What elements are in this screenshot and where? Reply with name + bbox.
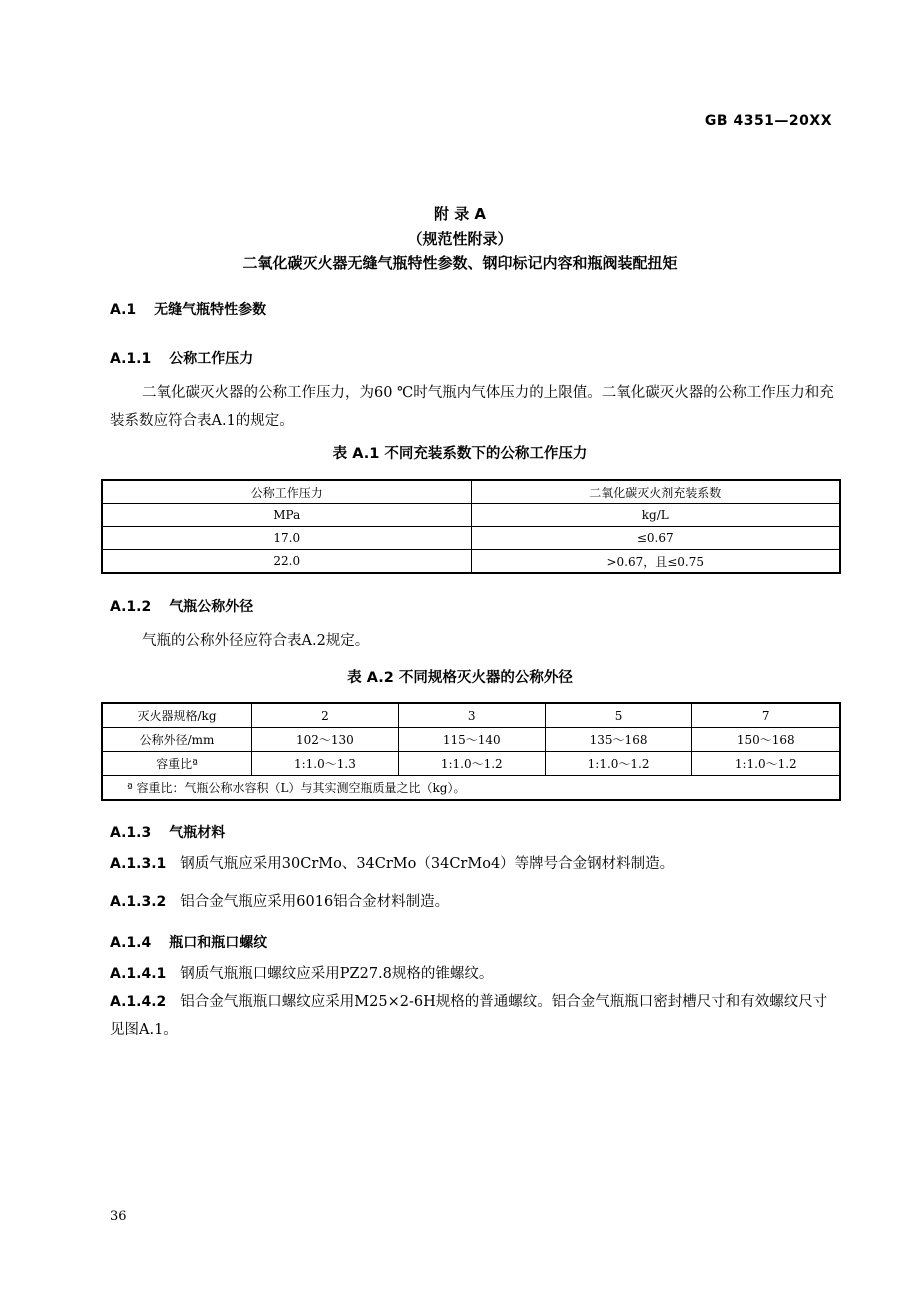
clause-a131 [110, 850, 835, 878]
row-label: 容重比ª [102, 752, 252, 776]
clause-text: 钢质气瓶瓶口螺纹应采用PZ27.8规格的锥螺纹。 [180, 966, 494, 982]
section-a13 [110, 822, 225, 842]
table-row-spec [102, 703, 840, 728]
clause-number: A.1.4.2 [110, 994, 167, 1010]
clause-a142 [110, 988, 835, 1044]
paragraph-a12: 气瓶的公称外径应符合表A.2规定。 [142, 633, 370, 649]
clause-text: 铝合金气瓶瓶口螺纹应采用M25×2-6H规格的普通螺纹。铝合金气瓶瓶口密封槽尺寸和有效螺纹尺寸见图A.1。 [110, 994, 828, 1038]
clause-text: 钢质气瓶应采用30CrMo、34CrMo（34CrMo4）等牌号合金钢材料制造。 [180, 856, 675, 872]
section-a1 [110, 299, 266, 319]
section-title: 气瓶材料 [169, 825, 226, 841]
section-a12 [110, 596, 253, 616]
section-a11 [110, 348, 253, 368]
header-cell: 公称工作压力 [102, 480, 471, 504]
section-title: 瓶口和瓶口螺纹 [169, 935, 268, 951]
table-header-unit-row [102, 504, 840, 527]
table-cell: 5 [545, 703, 692, 728]
clause-number: A.1.3.1 [110, 856, 167, 872]
table-cell: 1:1.0～1.2 [692, 752, 840, 776]
clause-a132 [110, 888, 835, 916]
section-number: A.1.1 [110, 351, 152, 367]
standard-code: GB 4351—20XX [704, 113, 832, 129]
appendix-label: 附 录 A [433, 205, 487, 223]
table-cell: 102～130 [252, 728, 399, 752]
page-number: 36 [110, 1209, 127, 1224]
appendix-title: 二氧化碳灭火器无缝气瓶特性参数、钢印标记内容和瓶阀装配扭矩 [242, 254, 678, 272]
table-cell: 1:1.0～1.3 [252, 752, 399, 776]
table-cell: 135～168 [545, 728, 692, 752]
table2 [101, 702, 841, 801]
coef-cell: ≤0.67 [471, 527, 840, 550]
clause-a141 [110, 960, 835, 988]
section-number: A.1.3 [110, 825, 152, 841]
table1-caption: 表 A.1 不同充装系数下的公称工作压力 [332, 446, 588, 462]
table1 [101, 479, 841, 574]
section-title: 公称工作压力 [169, 351, 254, 367]
table-row [102, 550, 840, 574]
table-cell: 7 [692, 703, 840, 728]
unit-cell: kg/L [471, 504, 840, 527]
unit-cell: MPa [102, 504, 471, 527]
clause-number: A.1.3.2 [110, 894, 167, 910]
pressure-cell: 22.0 [102, 550, 471, 574]
table-cell: 150～168 [692, 728, 840, 752]
table2-caption: 表 A.2 不同规格灭火器的公称外径 [347, 670, 573, 686]
table-cell: 3 [398, 703, 545, 728]
table-row [102, 527, 840, 550]
header-cell: 二氧化碳灭火剂充装系数 [471, 480, 840, 504]
table-note-row [102, 776, 840, 801]
section-title: 无缝气瓶特性参数 [154, 302, 267, 318]
table-cell: 2 [252, 703, 399, 728]
table-cell: 1:1.0～1.2 [545, 752, 692, 776]
pressure-cell: 17.0 [102, 527, 471, 550]
section-number: A.1.4 [110, 935, 152, 951]
table-cell: 115～140 [398, 728, 545, 752]
row-label: 公称外径/mm [102, 728, 252, 752]
clause-number: A.1.4.1 [110, 966, 167, 982]
clause-text: 铝合金气瓶应采用6016铝合金材料制造。 [180, 894, 450, 910]
appendix-type: （规范性附录） [407, 230, 513, 248]
section-number: A.1 [110, 302, 137, 318]
table-header-row [102, 480, 840, 504]
section-title: 气瓶公称外径 [169, 599, 254, 615]
row-label: 灭火器规格/kg [102, 703, 252, 728]
paragraph-a11: 二氧化碳灭火器的公称工作压力，为60 ℃时气瓶内气体压力的上限值。二氧化碳灭火器的公称工作压力和充装系数应符合表A.1的规定。 [110, 385, 834, 429]
section-number: A.1.2 [110, 599, 152, 615]
table-row-ratio [102, 752, 840, 776]
section-a14 [110, 932, 267, 952]
coef-cell: >0.67，且≤0.75 [471, 550, 840, 574]
table-row-diameter [102, 728, 840, 752]
table-cell: 1:1.0～1.2 [398, 752, 545, 776]
table-note: ª 容重比：气瓶公称水容积（L）与其实测空瓶质量之比（kg）。 [102, 776, 840, 801]
